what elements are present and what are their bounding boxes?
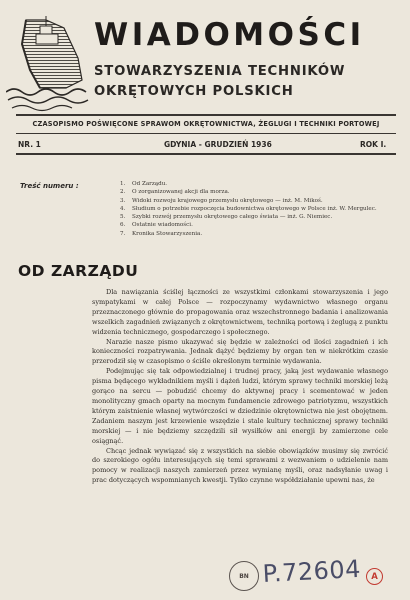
masthead-rule-middle: [16, 133, 396, 134]
contents-item: 1. Od Zarządu.: [120, 181, 168, 187]
library-stamp: BN: [229, 561, 259, 591]
circled-letter-mark: A: [366, 568, 383, 585]
issue-number: NR. 1: [18, 140, 41, 149]
contents-item: 5. Szybki rozwój przemysłu okrętowego całego świata — inż. G. Niemiec.: [120, 214, 333, 221]
contents-item: 3. Widoki rozwoju krajowego przemysłu okrętowego — inż. M. Mikoś.: [120, 197, 323, 204]
issue-year: ROK I.: [360, 140, 387, 149]
article-paragraph: Dla nawiązania ściślej łączności ze wszystkimi członkami stowarzyszenia i jego sympatykami w całej Polsce — rozpoczynamy wydawnictwo własnego organu przeznaczonego głównie do propagowania oraz wszechstronnego badania i analizowania wszelkich zagadnień związanych z okrętownictwem, techniką portową i żeglugą z punktu widzenia technicznego, gospodarczego i społecznego.: [92, 288, 388, 336]
issue-place-date: GDYNIA - GRUDZIEŃ 1936: [164, 140, 272, 149]
article-paragraph: Chcąc jednak wywiązać się z wszystkich na siebie obowiązków musimy się zwrócić do szerokiego ogółu interesujących się temi sprawami z wezwaniem o udzielenie nam pomocy w realizacji naszych zamierzeń przez wymianę myśli, oraz nadsyłanie uwag i prac dotyczących wspomnianych kwestji. Tylko czynne współdziałanie upewni nas, że: [92, 446, 388, 485]
article-title: OD ZARZĄDU: [18, 262, 139, 280]
masthead-rule-top: [16, 114, 396, 116]
article-paragraph: Podejmując się tak odpowiedzialnej i trudnej pracy, jaką jest wydawanie własnego pisma będącego wykładnikiem myśli i dążeń ludzi, którym sprawy techniki morskiej leżą gorąco na sercu — pobudzić chcemy do aktywnej pracy i scementować w jeden monolityczny gmach oparty na mocnym fundamencie zdrowego patriotyzmu, wszystkich którym zaistnienie własnej wytwórczości w dziedzinie okrętownictwa nie jest obojętnem. Zadaniem naszym jest krzewienie wszędzie i stale kultury technicznej sprawy techniki morskiej — i nie będziemy szczędzili sił wysiłków ani energji by zamierzone cele osiągnąć.: [92, 367, 388, 445]
article-body: [92, 288, 388, 486]
journal-subtitle-line1: STOWARZYSZENIA TECHNIKÓW: [94, 64, 346, 79]
journal-tagline: CZASOPISMO POŚWIĘCONE SPRAWOM OKRĘTOWNICTWA, ŻEGLUGI I TECHNIKI PORTOWEJ: [32, 120, 380, 128]
contents-label: Treść numeru :: [20, 182, 79, 190]
journal-title: WIADOMOŚCI: [94, 17, 365, 53]
contents-item: 7. Kronika Stowarzyszenia.: [120, 230, 203, 237]
contents-item: 6. Ostatnie wiadomości.: [120, 222, 193, 229]
journal-subtitle-line2: OKRĘTOWYCH POLSKICH: [94, 84, 294, 99]
article-paragraph: Narazie nasze pismo ukazywać się będzie w zależności od ilości zagadnień i ich konieczności rozpatrywania. Jednak dążyć będziemy by organ ten w niekrótkim czasie przerodził się w czasopismo o ściśle określonym terminie wydawania.: [92, 337, 388, 366]
ship-illustration: [6, 14, 92, 112]
contents-item: 4. Słudium o potrzebie rozpoczęcia budownictwa okrętowego w Polsce inż. W. Mergulec.: [120, 205, 377, 212]
masthead-rule-bottom: [16, 153, 396, 155]
table-of-contents: [120, 180, 390, 238]
contents-item: 2. O zorganizowanej akcji dla morza.: [120, 189, 230, 196]
catalog-number: P.72604: [262, 554, 362, 588]
